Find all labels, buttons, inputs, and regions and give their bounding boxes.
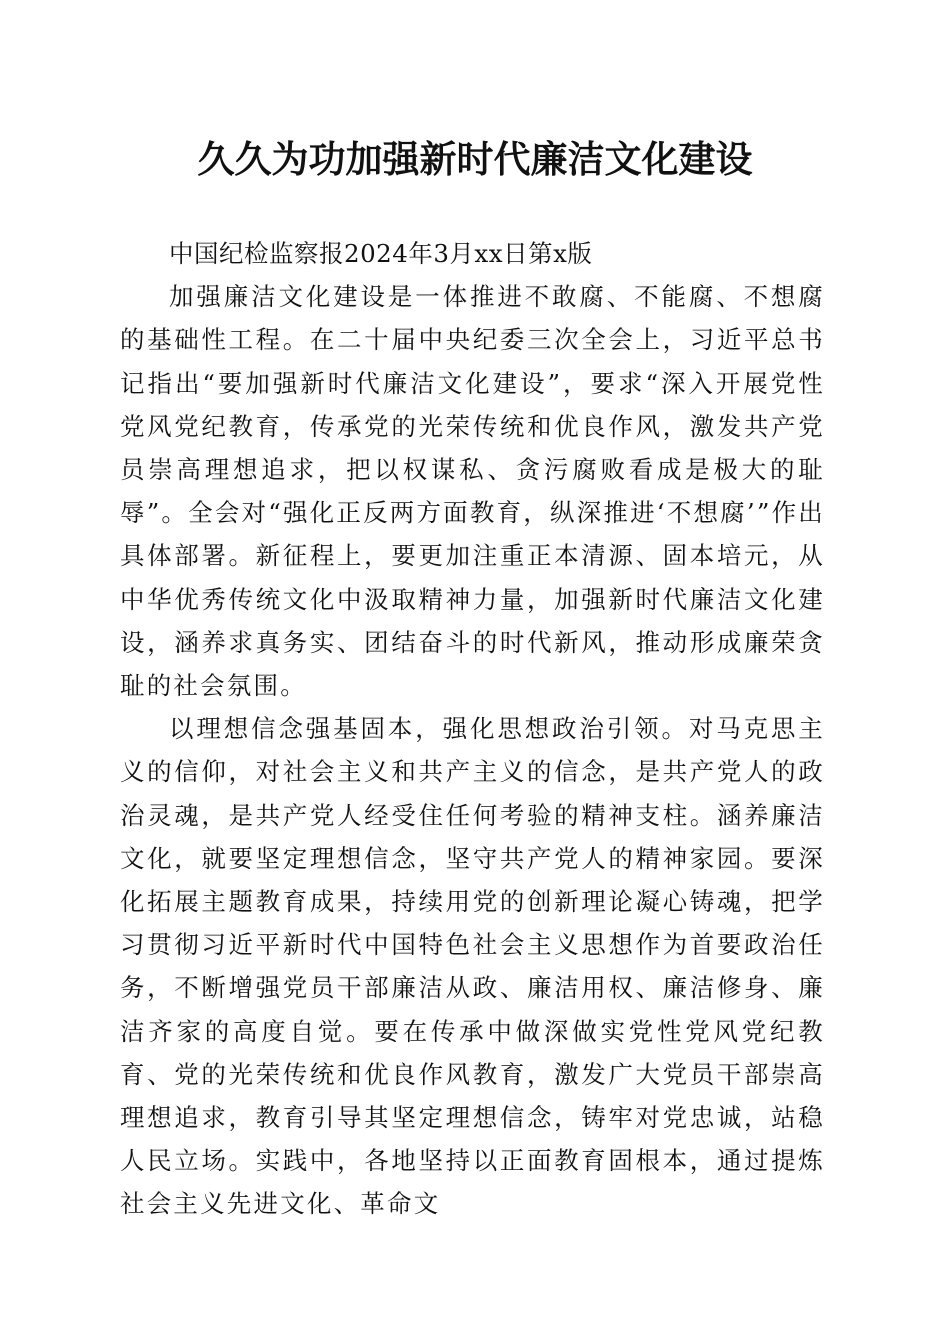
paragraph-2: 以理想信念强基固本，强化思想政治引领。对马克思主义的信仰，对社会主义和共产主义的信念，是共产党人的政治灵魂，是共产党人经受住任何考验的精神支柱。涵养廉洁文化，就要坚定理想信念，坚守共产党人的精神家园。要深化拓展主题教育成果，持续用党的创新理论凝心铸魂，把学习贯彻习近平新时代中国特色社会主义思想作为首要政治任务，不断增强党员干部廉洁从政、廉洁用权、廉洁修身、廉洁齐家的高度自觉。要在传承中做深做实党性党风党纪教育、党的光荣传统和优良作风教育，激发广大党员干部崇高理想追求，教育引导其坚定理想信念，铸牢对党忠诚，站稳人民立场。实践中，各地坚持以正面教育固根本，通过提炼社会主义先进文化、革命文 — [120, 714, 825, 1219]
source-line: 中国纪检监察报2024年3月xx日第x版 — [169, 239, 593, 268]
article-body — [120, 232, 825, 1226]
page-title: 久久为功加强新时代廉洁文化建设 — [197, 137, 753, 181]
paragraph-1: 加强廉洁文化建设是一体推进不敢腐、不能腐、不想腐的基础性工程。在二十届中央纪委三次全会上，习近平总书记指出“要加强新时代廉洁文化建设”，要求“深入开展党性党风党纪教育，传承党的光荣传统和优良作风，激发共产党员崇高理想追求，把以权谋私、贪污腐败看成是极大的耻辱”。全会对“强化正反两方面教育，纵深推进‘不想腐’”作出具体部署。新征程上，要更加注重正本清源、固本培元，从中华优秀传统文化中汲取精神力量，加强新时代廉洁文化建设，涵养求真务实、团结奋斗的时代新风，推动形成廉荣贪耻的社会氛围。 — [120, 282, 825, 701]
